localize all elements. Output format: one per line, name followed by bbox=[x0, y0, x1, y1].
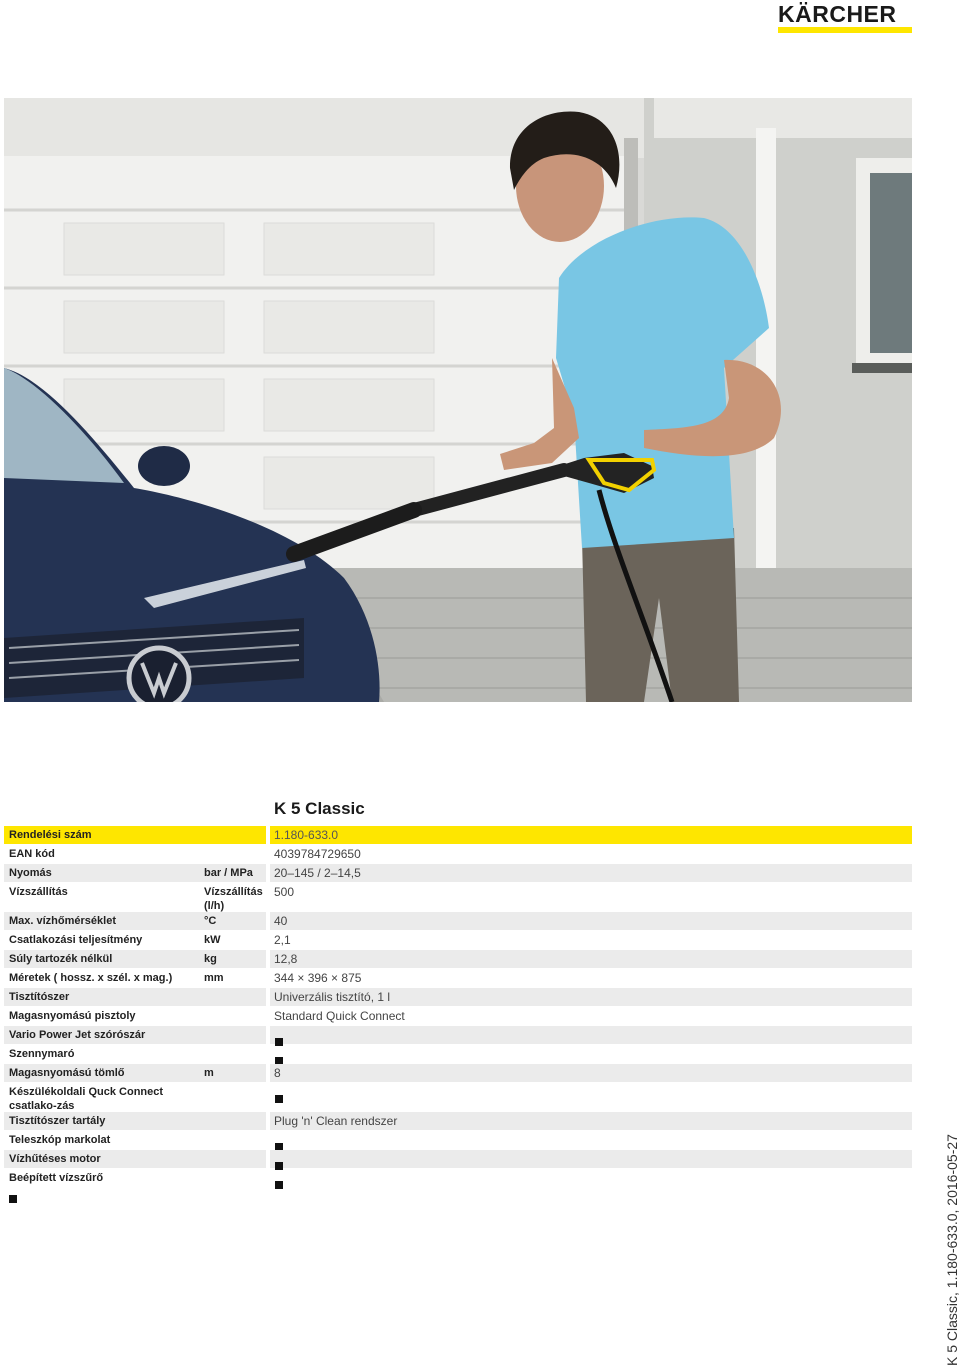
spec-row bbox=[4, 1112, 912, 1131]
spec-row-value-bg bbox=[270, 1169, 912, 1187]
spec-label: Magasnyomású pisztoly bbox=[9, 1010, 136, 1022]
spec-value: 344 × 396 × 875 bbox=[274, 971, 362, 985]
feature-included-marker bbox=[275, 1174, 283, 1193]
spec-row-value-bg bbox=[270, 1026, 912, 1044]
side-document-info: K 5 Classic, 1.180-633.0, 2016-05-27 bbox=[944, 1134, 960, 1366]
spec-row-value-bg bbox=[270, 864, 912, 882]
spec-row-value-bg bbox=[270, 912, 912, 930]
spec-unit: m bbox=[204, 1067, 214, 1079]
spec-row bbox=[4, 845, 912, 864]
spec-row-value-bg bbox=[270, 1131, 912, 1149]
spec-unit: bar / MPa bbox=[204, 867, 253, 879]
spec-label: Max. vízhőmérséklet bbox=[9, 915, 116, 927]
spec-label: Nyomás bbox=[9, 867, 52, 879]
spec-row bbox=[4, 988, 912, 1007]
spec-value: 8 bbox=[274, 1066, 281, 1080]
spec-unit: mm bbox=[204, 972, 224, 984]
spec-row-value-bg bbox=[270, 1064, 912, 1082]
spec-row-value-bg bbox=[270, 826, 912, 844]
spec-value: Plug 'n' Clean rendszer bbox=[274, 1114, 398, 1128]
spec-row-value-bg bbox=[270, 950, 912, 968]
spec-value: 4039784729650 bbox=[274, 847, 361, 861]
spec-row bbox=[4, 950, 912, 969]
spec-value: 40 bbox=[274, 914, 288, 928]
spec-row bbox=[4, 1131, 912, 1150]
spec-value: 12,8 bbox=[274, 952, 298, 966]
spec-label: Szennymaró bbox=[9, 1048, 75, 1060]
spec-value: Standard Quick Connect bbox=[274, 1009, 405, 1023]
logo-wordmark: KÄRCHER bbox=[778, 1, 897, 27]
spec-row bbox=[4, 864, 912, 883]
spec-row-value-bg bbox=[270, 883, 912, 901]
spec-unit: kW bbox=[204, 934, 221, 946]
spec-label: Beépített vízszűrő bbox=[9, 1172, 104, 1184]
spec-value: 1.180-633.0 bbox=[274, 828, 339, 842]
spec-row bbox=[4, 912, 912, 931]
spec-row bbox=[4, 1083, 912, 1112]
spec-label: Vízszállítás bbox=[9, 886, 68, 898]
product-title: K 5 Classic bbox=[274, 799, 365, 818]
spec-label: Vario Power Jet szórószár bbox=[9, 1029, 146, 1041]
footnote-marker bbox=[9, 1195, 17, 1203]
karcher-logo bbox=[778, 2, 912, 34]
spec-row-value-bg bbox=[270, 845, 912, 863]
spec-value: 500 bbox=[274, 885, 295, 899]
spec-row-value-bg bbox=[270, 1045, 912, 1063]
spec-value: 2,1 bbox=[274, 933, 291, 947]
spec-row-value-bg bbox=[270, 1083, 912, 1101]
spec-unit: Vízszállítás (l/h) bbox=[204, 886, 263, 912]
spec-label: Készülékoldali Quck Connect csatlako-zás bbox=[9, 1086, 164, 1112]
spec-label: Súly tartozék nélkül bbox=[9, 953, 113, 965]
square-bullet-icon bbox=[275, 1095, 283, 1103]
feature-included-marker bbox=[275, 1088, 283, 1107]
square-bullet-icon bbox=[275, 1181, 283, 1189]
spec-row-value-bg bbox=[270, 931, 912, 949]
spec-row bbox=[4, 826, 912, 845]
spec-label: Magasnyomású tömlő bbox=[9, 1067, 125, 1079]
spec-label: EAN kód bbox=[9, 848, 55, 860]
spec-row-value-bg bbox=[270, 1150, 912, 1168]
product-photo bbox=[4, 98, 912, 702]
spec-unit: °C bbox=[204, 915, 217, 927]
spec-row bbox=[4, 1045, 912, 1064]
spec-row bbox=[4, 1026, 912, 1045]
spec-table bbox=[4, 826, 912, 1188]
spec-row bbox=[4, 1169, 912, 1188]
spec-row-value-bg bbox=[270, 969, 912, 987]
spec-row bbox=[4, 969, 912, 988]
spec-label: Csatlakozási teljesítmény bbox=[9, 934, 143, 946]
spec-label: Méretek ( hossz. x szél. x mag.) bbox=[9, 972, 173, 984]
spec-value: Univerzális tisztító, 1 l bbox=[274, 990, 391, 1004]
spec-label: Vízhűtéses motor bbox=[9, 1153, 101, 1165]
spec-label: Teleszkóp markolat bbox=[9, 1134, 111, 1146]
spec-label: Rendelési szám bbox=[9, 829, 92, 841]
spec-row bbox=[4, 1150, 912, 1169]
spec-label: Tisztítószer tartály bbox=[9, 1115, 106, 1127]
spec-unit: kg bbox=[204, 953, 217, 965]
spec-row bbox=[4, 931, 912, 950]
spec-label: Tisztítószer bbox=[9, 991, 70, 1003]
spec-row bbox=[4, 1007, 912, 1026]
spec-row bbox=[4, 1064, 912, 1083]
logo-yellow-bar bbox=[778, 27, 912, 33]
spec-value: 20–145 / 2–14,5 bbox=[274, 866, 361, 880]
spec-row bbox=[4, 883, 912, 912]
